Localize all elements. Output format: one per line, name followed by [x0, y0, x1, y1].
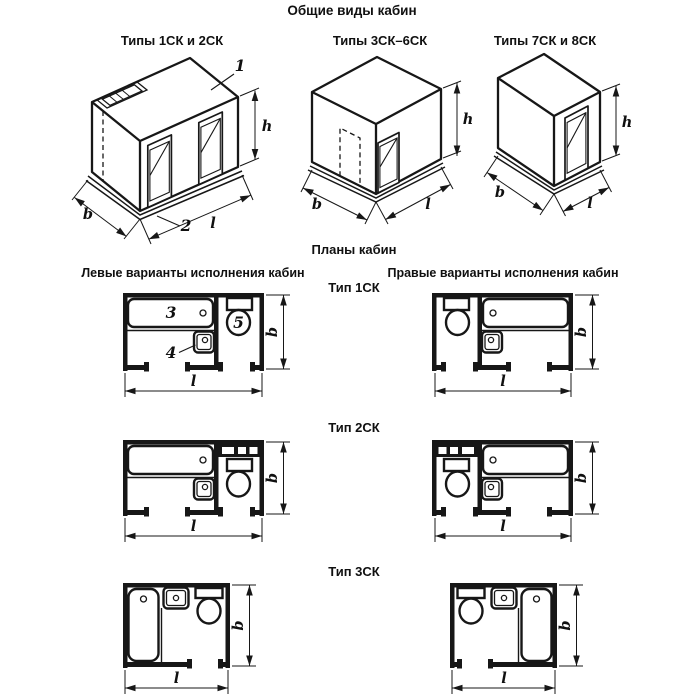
row-label-type-3sk: Тип 3СК	[328, 564, 380, 579]
dim-label-l: l	[500, 518, 506, 535]
callout-base-panel: 2	[180, 216, 192, 235]
extension-line	[365, 202, 376, 224]
callout-toilet: 5	[233, 313, 244, 332]
plan-fixtures-mirrored	[432, 293, 573, 372]
plan-type-2sk-left	[123, 440, 290, 542]
dim-label-b: b	[494, 184, 506, 201]
iso-label-types-1sk-2sk: Типы 1СК и 2СК	[120, 33, 224, 48]
dim-label-b: b	[573, 326, 590, 338]
dim-label-b: b	[264, 472, 281, 484]
extension-line	[441, 167, 453, 189]
extension-line	[554, 194, 566, 216]
iso-label-types-7sk-8sk: Типы 7СК и 8СК	[493, 33, 597, 48]
dim-label-l: l	[173, 670, 180, 687]
plan-type-3sk-right	[450, 583, 583, 694]
plan-fixtures-mirrored	[450, 583, 557, 669]
plan-fixtures	[123, 440, 264, 517]
dim-label-l: l	[425, 196, 431, 213]
dim-label-l: l	[587, 195, 593, 212]
plan-fixtures	[123, 583, 230, 669]
dim-label-l: l	[190, 518, 197, 535]
dimension-line-l	[149, 195, 251, 239]
extension-line	[72, 180, 88, 200]
dim-label-l: l	[210, 215, 216, 232]
plan-type-1sk-right	[432, 293, 599, 397]
extension-line	[376, 202, 388, 224]
dim-label-b: b	[573, 472, 590, 484]
extension-line	[443, 81, 461, 88]
callout-leader	[157, 216, 180, 226]
extension-line	[443, 151, 461, 158]
dim-label-l: l	[500, 373, 506, 390]
extension-line	[240, 88, 259, 96]
door-opening	[378, 133, 399, 194]
dim-label-h: h	[621, 114, 633, 131]
iso-view-types-1sk-2sk	[72, 56, 272, 244]
right-variants-header: Правые варианты исполнения кабин	[387, 266, 619, 280]
dim-label-b: b	[311, 196, 323, 213]
iso-view-types-3sk-6sk	[301, 57, 473, 224]
dimension-line-l	[563, 188, 609, 212]
extension-line	[540, 194, 554, 215]
dim-label-b: b	[230, 620, 247, 631]
page-title: Общие виды кабин	[287, 3, 417, 18]
plans-title: Планы кабин	[311, 242, 397, 257]
dim-label-b: b	[82, 206, 94, 223]
extension-line	[484, 156, 498, 177]
callout-ceiling-panel: 1	[234, 56, 246, 75]
dim-label-b: b	[264, 326, 281, 338]
iso-view-types-7sk-8sk	[484, 54, 632, 216]
row-label-type-2sk: Тип 2СК	[328, 420, 380, 435]
left-variants-header: Левые варианты исполнения кабин	[81, 266, 305, 280]
dim-label-l: l	[190, 373, 197, 390]
extension-line	[140, 219, 151, 244]
dim-label-h: h	[462, 111, 474, 128]
plan-type-3sk-left	[123, 583, 256, 694]
dim-label-h: h	[261, 118, 273, 135]
extension-line	[301, 170, 312, 192]
callout-washbasin: 4	[165, 343, 177, 362]
extension-line	[602, 84, 620, 91]
iso-label-types-3sk-6sk: Типы 3СК–6СК	[332, 33, 428, 48]
row-label-type-1sk: Тип 1СК	[328, 280, 380, 295]
dim-label-l: l	[501, 670, 507, 687]
extension-line	[240, 158, 259, 166]
plan-type-2sk-right	[432, 440, 599, 542]
plan-fixtures	[123, 293, 264, 372]
extension-line	[602, 154, 620, 161]
callout-bath: 3	[165, 303, 177, 322]
plan-fixtures-mirrored	[432, 440, 573, 517]
dimension-line-l	[386, 185, 451, 220]
plan-type-1sk-left	[123, 293, 290, 397]
dim-label-b: b	[557, 620, 574, 631]
